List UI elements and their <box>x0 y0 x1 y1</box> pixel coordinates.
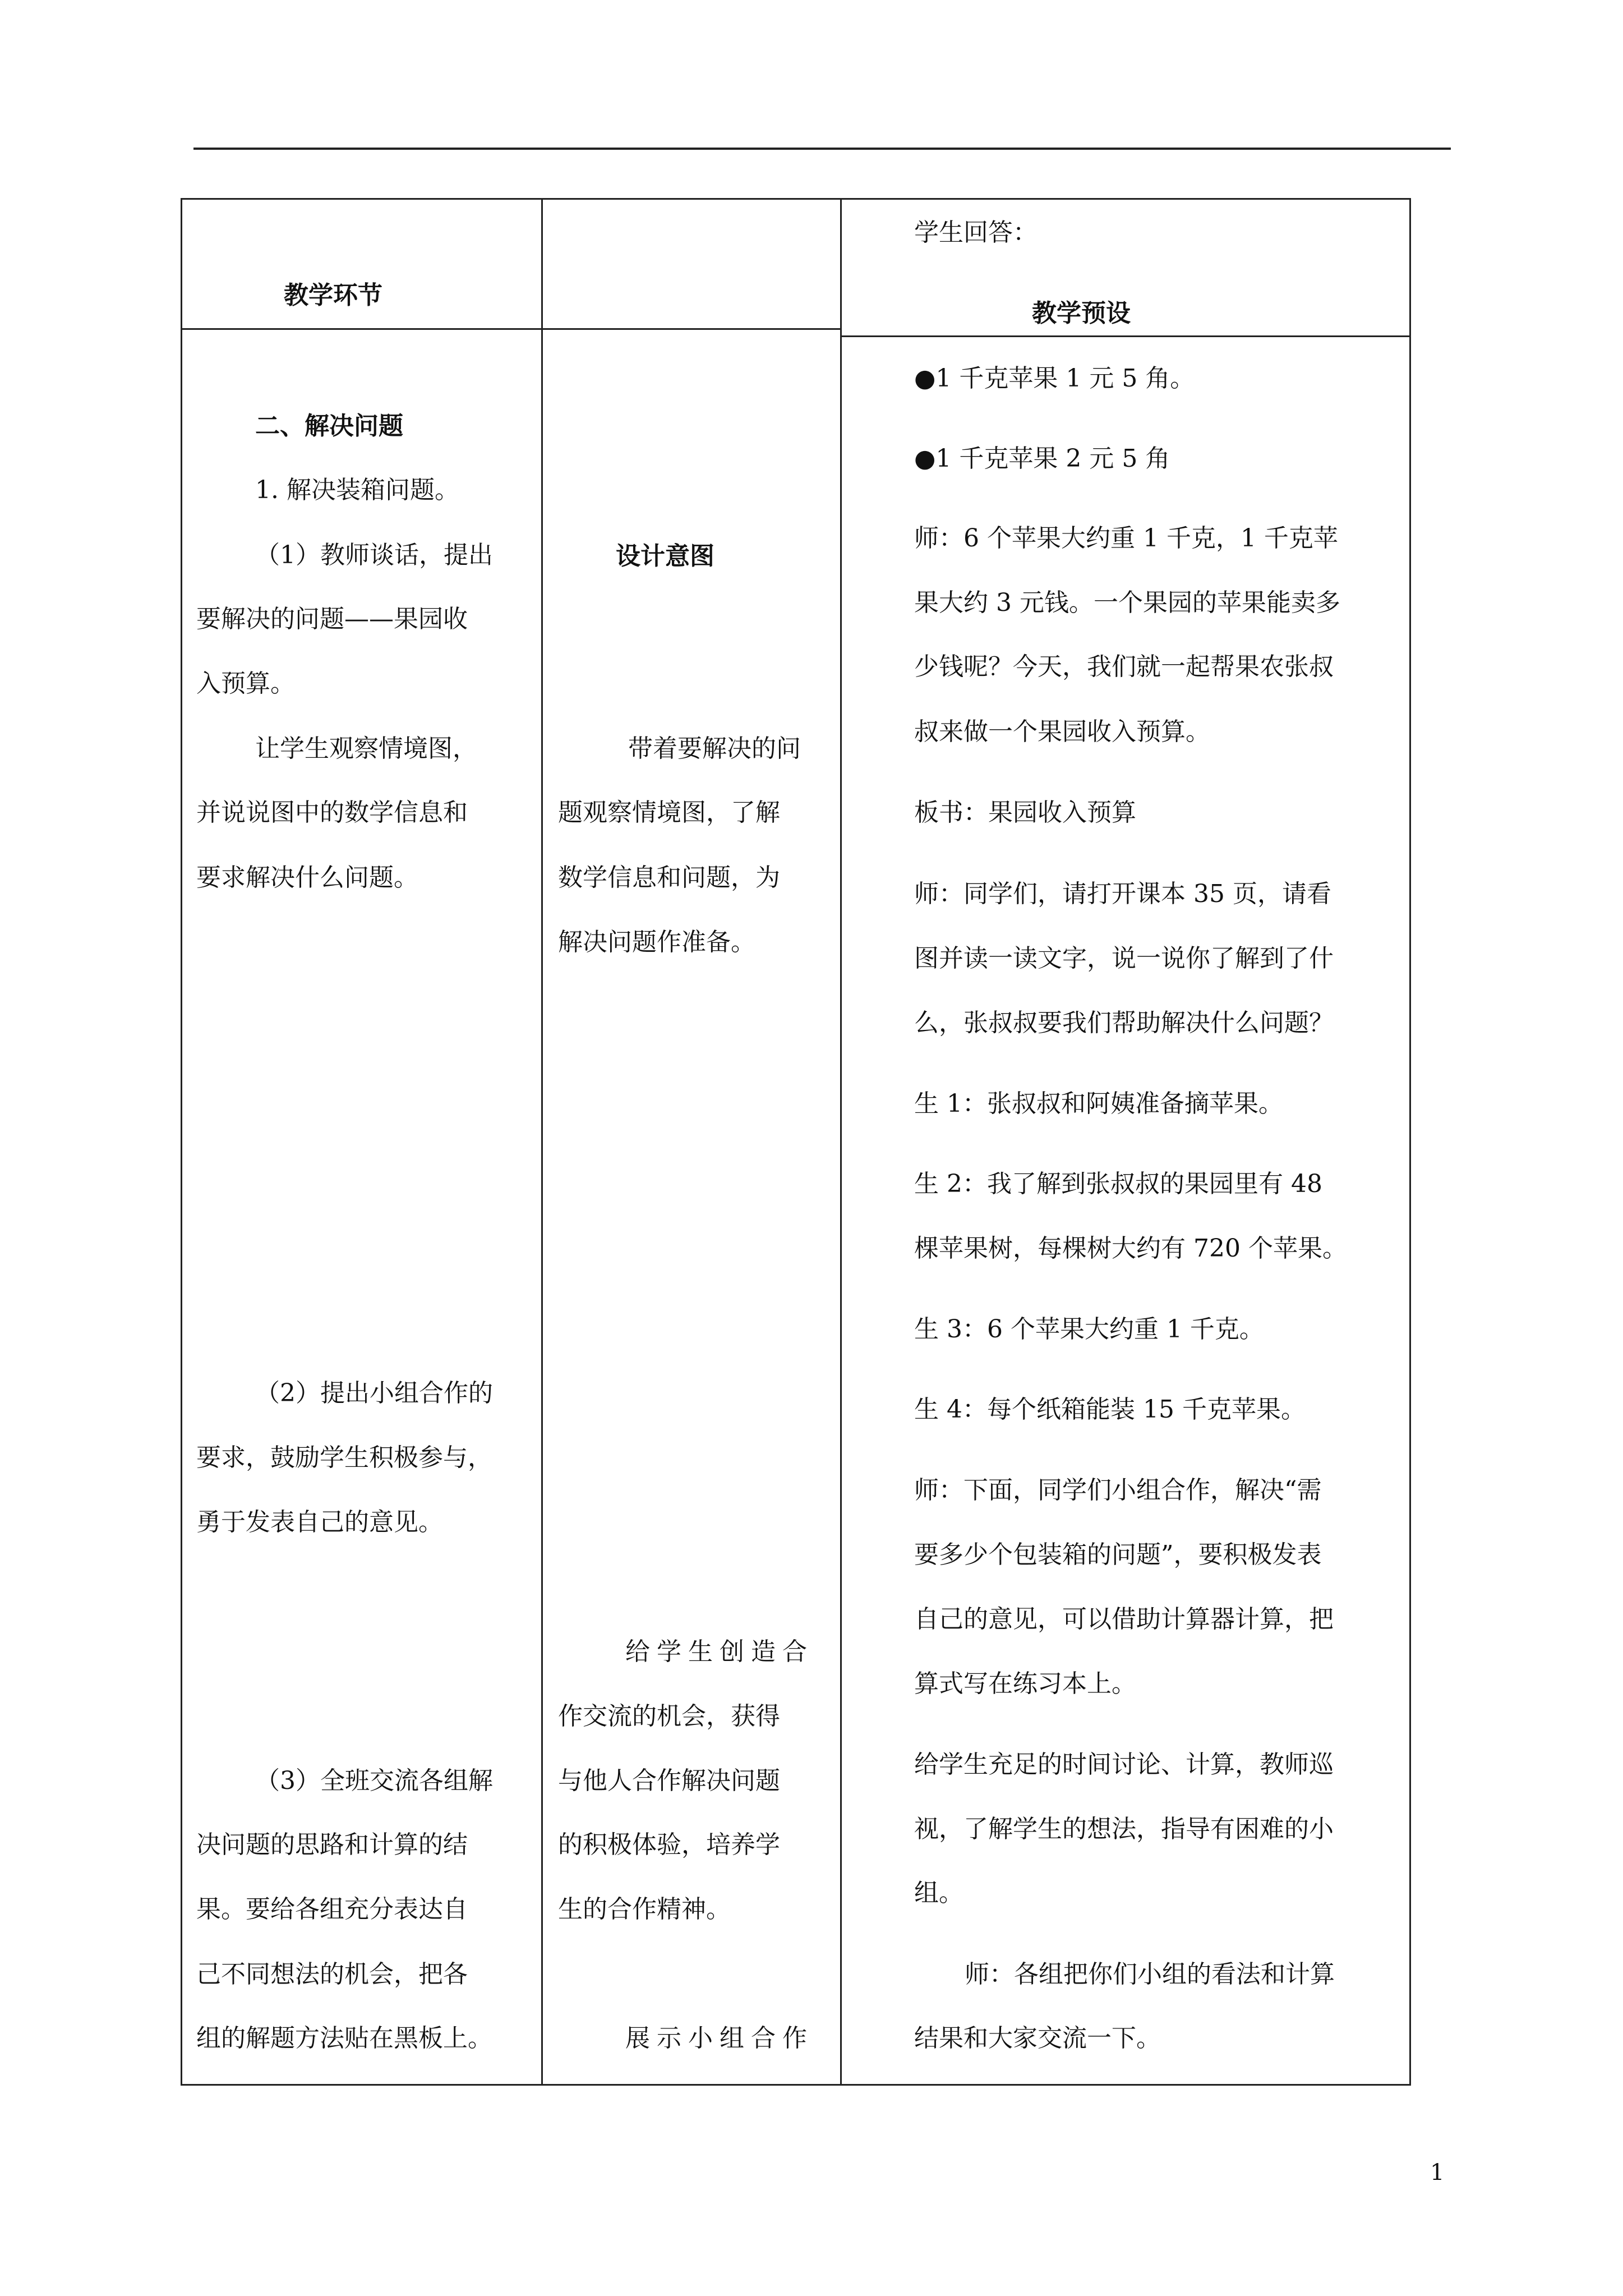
col3-line: ●1 千克苹果 1 元 5 角。 <box>914 364 1195 393</box>
header-col3-note: 学生回答： <box>914 218 1038 247</box>
col1-line: 要求，鼓励学生积极参与， <box>196 1443 492 1472</box>
col2-line: 给学生创造合 <box>625 1637 814 1666</box>
col1-line: 组的解题方法贴在黑板上。 <box>196 2024 492 2053</box>
col2-line: 数学信息和问题，为 <box>558 863 780 892</box>
col1-line: 入预算。 <box>196 669 295 698</box>
col2-line: 作交流的机会，获得 <box>558 1702 780 1731</box>
col2-line: 解决问题作准备。 <box>558 928 755 956</box>
col3-line: 图并读一读文字，说一说你了解到了什 <box>914 944 1334 973</box>
col3-line: 自己的意见，可以借助计算器计算，把 <box>914 1605 1334 1634</box>
col3-line: 生 4：每个纸箱能装 15 千克苹果。 <box>914 1395 1306 1424</box>
col2-line: 展示小组合作 <box>625 2024 814 2053</box>
col2-line: 带着要解决的问 <box>628 734 801 763</box>
col3-line: 师：各组把你们小组的看法和计算 <box>965 1960 1335 1989</box>
col3-line: 师：下面，同学们小组合作，解决“需 <box>914 1476 1322 1504</box>
column-divider-1 <box>541 198 543 2086</box>
col1-line: 己不同想法的机会，把各 <box>196 1960 468 1989</box>
col3-line: 少钱呢？今天，我们就一起帮果农张叔 <box>914 652 1334 681</box>
col3-line: 生 1：张叔叔和阿姨准备摘苹果。 <box>914 1089 1283 1118</box>
column-divider-2 <box>840 198 842 2086</box>
col1-line: （2）提出小组合作的 <box>255 1379 493 1407</box>
col1-line: 并说说图中的数学信息和 <box>196 798 468 827</box>
col1-line: 要解决的问题——果园收 <box>196 605 468 633</box>
col1-line: （3）全班交流各组解 <box>255 1766 493 1795</box>
col1-line: 勇于发表自己的意见。 <box>196 1508 443 1536</box>
col3-line: 生 3：6 个苹果大约重 1 千克。 <box>914 1315 1264 1343</box>
col3-line: 视，了解学生的想法，指导有困难的小 <box>914 1815 1334 1843</box>
col3-line: ●1 千克苹果 2 元 5 角 <box>914 444 1170 473</box>
col1-line: 果。要给各组充分表达自 <box>196 1895 468 1924</box>
col3-line: 板书：果园收入预算 <box>914 798 1136 827</box>
col2-line: 生的合作精神。 <box>558 1895 731 1924</box>
header-row-divider <box>181 328 841 330</box>
col1-line: 让学生观察情境图， <box>255 734 477 763</box>
col3-line: 叔来做一个果园收入预算。 <box>914 717 1210 746</box>
header-rule <box>193 148 1451 150</box>
header-col3: 教学预设 <box>1032 299 1131 328</box>
col3-line: 果大约 3 元钱。一个果园的苹果能卖多 <box>914 588 1340 617</box>
col1-line: 要求解决什么问题。 <box>196 863 418 892</box>
col2-line: 题观察情境图，了解 <box>558 798 780 827</box>
col2-line: 的积极体验，培养学 <box>558 1830 780 1859</box>
col3-line: 么，张叔叔要我们帮助解决什么问题？ <box>914 1009 1334 1037</box>
page-number: 1 <box>1430 2160 1445 2185</box>
col3-line: 棵苹果树，每棵树大约有 720 个苹果。 <box>914 1234 1347 1263</box>
col3-line: 算式写在练习本上。 <box>914 1669 1136 1698</box>
col3-line: 师：同学们，请打开课本 35 页，请看 <box>914 880 1331 908</box>
header-row-divider-right <box>840 335 1411 337</box>
col2-line: 与他人合作解决问题 <box>558 1766 780 1795</box>
col1-line: 二、解决问题 <box>255 412 403 440</box>
col3-line: 师：6 个苹果大约重 1 千克，1 千克苹 <box>914 524 1338 553</box>
col3-line: 要多少个包装箱的问题”，要积极发表 <box>914 1540 1322 1569</box>
col3-line: 生 2：我了解到张叔叔的果园里有 48 <box>914 1170 1322 1198</box>
header-col1: 教学环节 <box>284 281 382 310</box>
col3-line: 给学生充足的时间讨论、计算，教师巡 <box>914 1750 1334 1779</box>
header-col2: 设计意图 <box>616 542 714 570</box>
col1-line: 决问题的思路和计算的结 <box>196 1830 468 1859</box>
col3-line: 结果和大家交流一下。 <box>914 2024 1161 2053</box>
col3-line: 组。 <box>914 1879 963 1907</box>
col1-line: （1）教师谈话，提出 <box>255 541 493 569</box>
col1-line: 1. 解决装箱问题。 <box>255 476 459 504</box>
